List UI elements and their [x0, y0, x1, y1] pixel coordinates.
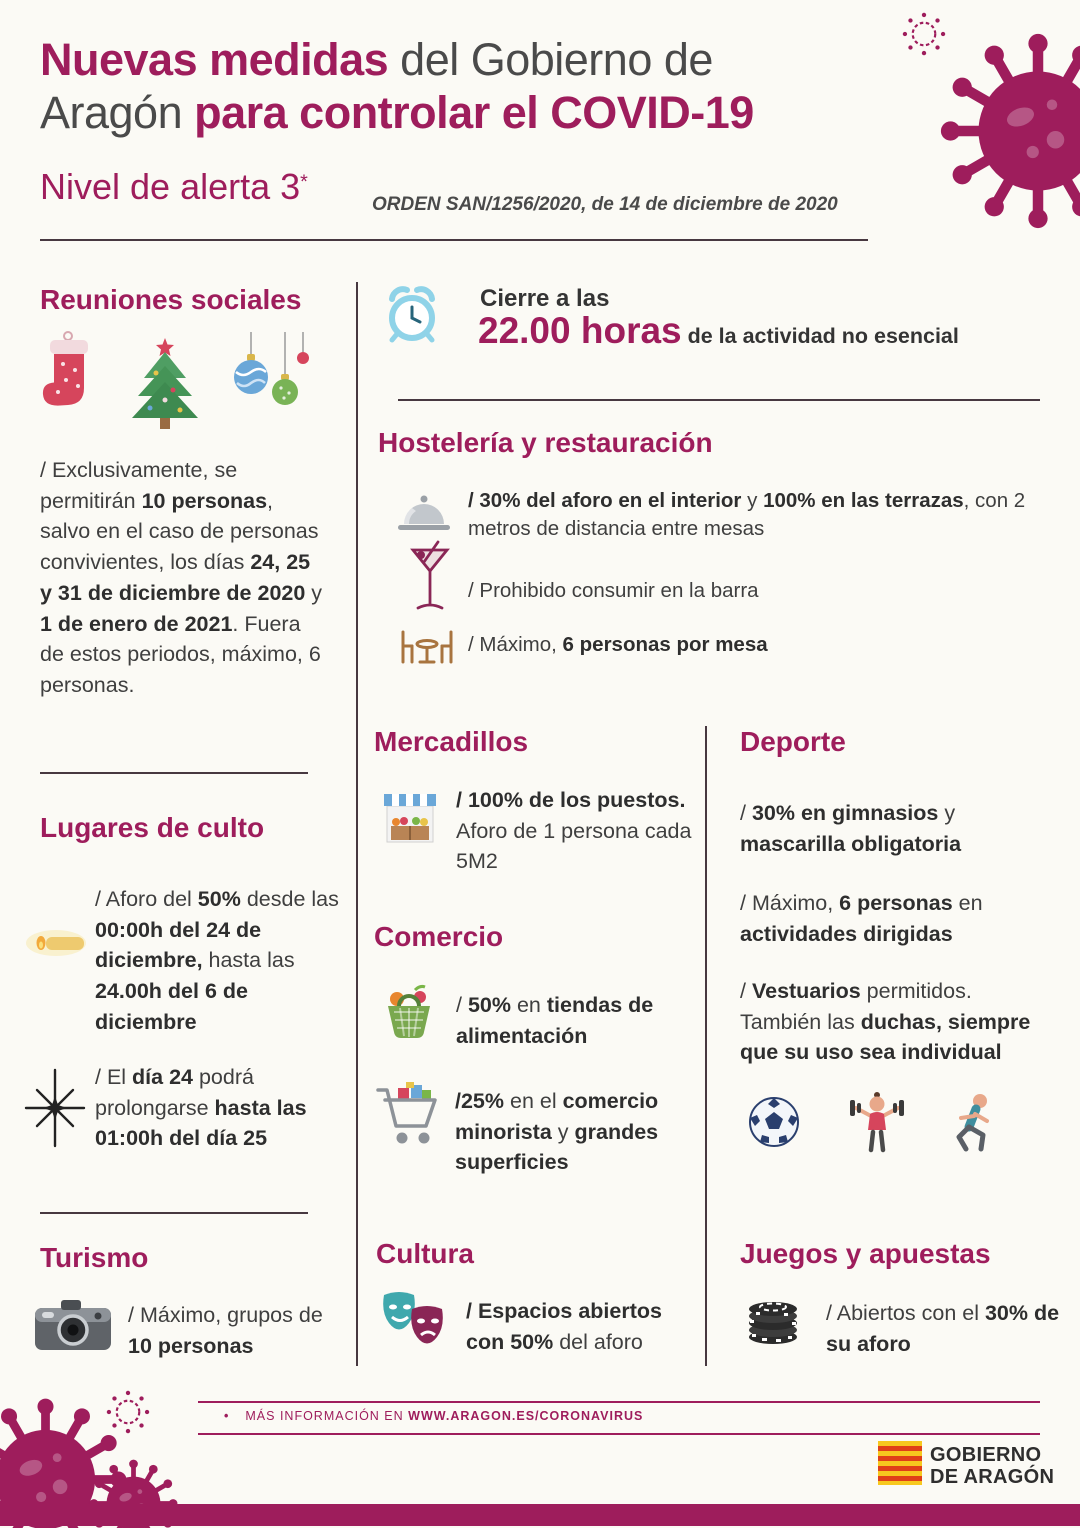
turismo-item-text: / Máximo, grupos de 10 personas — [128, 1303, 323, 1358]
hosteleria-item-text: / 30% del aforo en el interior y 100% en las terrazas, con 2 metros de distancia entre mesas — [468, 489, 1026, 541]
closure-scope: de la actividad no esencial — [681, 324, 959, 348]
christmas-icons — [38, 330, 310, 437]
alert-level: Nivel de alerta 3* — [40, 166, 308, 207]
section-title-cultura: Cultura — [376, 1238, 474, 1269]
deporte-item-text: / Máximo, 6 personas en actividades dirigidas — [740, 891, 983, 946]
camera-icon — [34, 1296, 112, 1359]
market-stall-icon — [382, 790, 438, 853]
culto-item-text: / Aforo del 50% desde las 00:00h del 24 de diciembre, hasta las 24.00h del 6 de diciembre — [95, 887, 339, 1034]
cultura-item-text: / Espacios abiertos con 50% del aforo — [466, 1299, 662, 1354]
christmas-stocking-icon — [43, 332, 88, 406]
divider — [198, 1433, 1040, 1435]
hosteleria-item-text: / Prohibido consumir en la barra — [468, 579, 759, 602]
closure-intro: Cierre a las — [480, 285, 610, 312]
theater-masks-icon — [380, 1291, 448, 1354]
candle-icon — [24, 916, 90, 967]
cocktail-icon — [408, 540, 452, 619]
alarm-clock-icon — [380, 282, 444, 351]
divider — [40, 1212, 308, 1214]
bottom-accent-bar — [0, 1504, 1080, 1526]
food-basket-icon — [382, 984, 436, 1045]
deporte-item-text: / 30% en gimnasios y mascarilla obligatoria — [740, 801, 962, 856]
closure-time: 22.00 horas — [478, 310, 682, 351]
mercadillos-item-text: / 100% de los puestos. Aforo de 1 persona cada 5M2 — [456, 788, 692, 874]
deporte-item-text: / Vestuarios permitidos. También las duchas, siempre que su uso sea individual — [740, 979, 1031, 1065]
section-title-comercio: Comercio — [374, 921, 504, 952]
more-info-line — [224, 1409, 643, 1423]
divider — [40, 772, 308, 774]
star-icon — [22, 1068, 88, 1153]
christmas-tree-icon — [132, 338, 198, 429]
section-title-hosteleria: Hostelería y restauración — [378, 427, 713, 458]
section-title-deporte: Deporte — [740, 726, 846, 757]
weightlifting-icon — [848, 1090, 906, 1159]
divider — [40, 239, 868, 241]
juegos-item-text: / Abiertos con el 30% de su aforo — [826, 1301, 1060, 1356]
section-title-juegos-y-apuestas: Juegos y apuestas — [740, 1238, 991, 1269]
section-title-mercadillos: Mercadillos — [374, 726, 529, 757]
government-name-line1: GOBIERNO — [930, 1444, 1042, 1466]
divider — [356, 282, 358, 1366]
section-title-turismo: Turismo — [40, 1242, 149, 1273]
coronavirus-info-link[interactable]: WWW.ARAGON.ES/CORONAVIRUS — [408, 1409, 644, 1423]
shopping-cart-icon — [376, 1080, 440, 1151]
reuniones-body: / Exclusivamente, se permitirán 10 personas, salvo en el caso de personas convivientes, los días 24, 25 y 31 de diciembre de 2020 y 1 de enero de 2021. Fuera de estos periodos, máximo, 6 personas. — [40, 458, 323, 698]
divider — [705, 726, 707, 1366]
page-title-line1: Nuevas medidas del Gobierno de — [40, 34, 713, 85]
poker-chips-icon — [746, 1294, 800, 1351]
divider — [398, 399, 1040, 401]
ornaments-icon — [234, 332, 309, 405]
page-title-line2: Aragón para controlar el COVID-19 — [40, 86, 754, 138]
more-info-label: MÁS INFORMACIÓN EN — [245, 1409, 409, 1423]
cloche-icon — [398, 492, 450, 541]
comercio-item-text: /25% en el comercio minorista y grandes superficies — [455, 1089, 659, 1175]
table-icon — [398, 626, 456, 671]
government-logo-text — [930, 1444, 1054, 1488]
section-title-lugares-de-culto: Lugares de culto — [40, 812, 265, 843]
divider — [198, 1401, 1040, 1403]
government-name-line2: DE ARAGÓN — [930, 1466, 1055, 1488]
running-icon — [942, 1092, 998, 1161]
culto-item-text: / El día 24 podrá prolongarse hasta las 01:00h del día 25 — [95, 1065, 307, 1151]
bullet-icon: • — [224, 1409, 230, 1423]
coronavirus-icon — [933, 26, 1080, 236]
hosteleria-item-text: / Máximo, 6 personas por mesa — [468, 633, 768, 656]
aragon-flag-icon — [878, 1441, 922, 1490]
comercio-item-text: / 50% en tiendas de alimentación — [456, 993, 654, 1048]
section-title-reuniones-sociales: Reuniones sociales — [40, 284, 302, 315]
order-reference: ORDEN SAN/1256/2020, de 14 de diciembre de 2020 — [372, 194, 838, 215]
page-title — [40, 34, 870, 139]
closure-line — [478, 310, 959, 352]
soccer-ball-icon — [748, 1096, 800, 1153]
